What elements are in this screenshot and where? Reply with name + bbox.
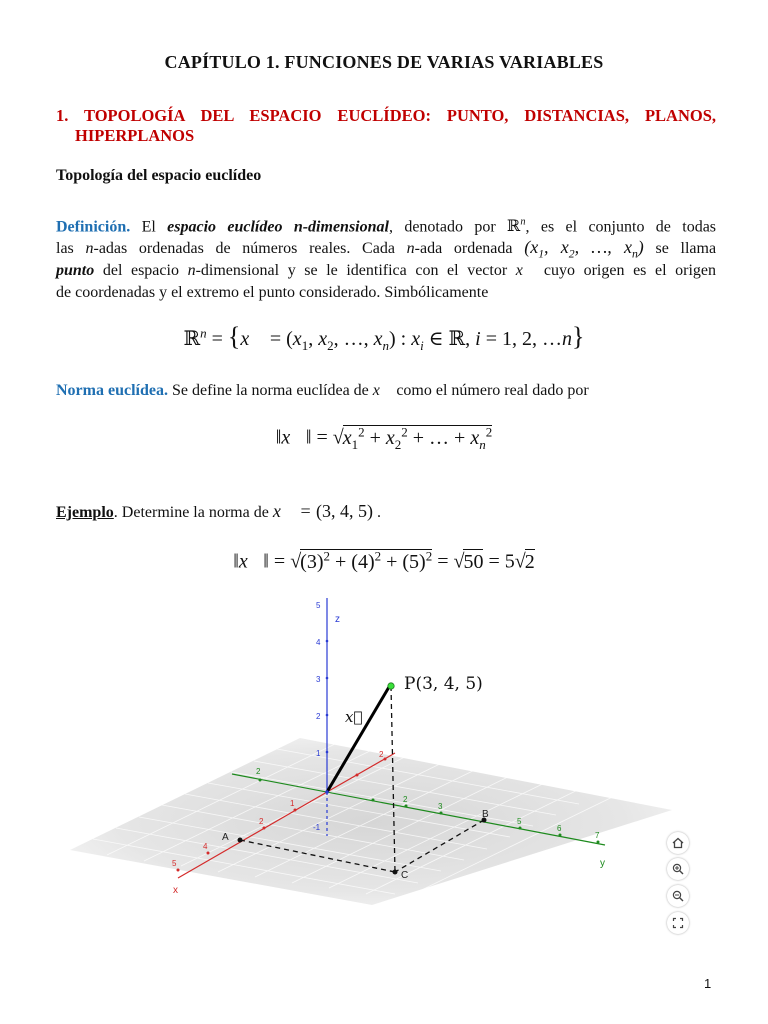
definition-text: -adas ordenadas de números reales. Cada xyxy=(93,240,395,257)
home-icon xyxy=(672,837,684,849)
figure-3d-plot xyxy=(60,590,690,910)
point-p xyxy=(388,683,394,689)
norm-line xyxy=(56,380,716,402)
svg-text:2: 2 xyxy=(403,795,408,804)
section-title xyxy=(56,106,716,126)
definition-text: , denotado por xyxy=(388,218,496,236)
point-b-label: B xyxy=(482,809,489,820)
z-tick-label: 4 xyxy=(316,638,321,647)
subsection-title: Topología del espacio euclídeo xyxy=(56,167,262,184)
example-text: . Determine la norma de xyxy=(113,504,269,521)
definition-text: las xyxy=(56,240,74,257)
point-c xyxy=(393,870,398,875)
point-p-label: P(3, 4, 5) xyxy=(404,674,483,694)
svg-text:5: 5 xyxy=(172,859,177,868)
norm-text: Se define la norma euclídea de xyxy=(171,382,369,399)
z-tick-label: 1 xyxy=(316,749,321,758)
fullscreen-button[interactable] xyxy=(667,912,689,934)
definition-term: espacio euclídeo n-dimensional xyxy=(167,218,389,236)
svg-text:1: 1 xyxy=(290,799,295,808)
z-axis-label: z xyxy=(335,614,340,625)
svg-text:3: 3 xyxy=(438,802,443,811)
zoom-in-button[interactable] xyxy=(667,858,689,880)
definition-text: El xyxy=(141,218,156,236)
definition-line4: de coordenadas y el extremo el punto considerado. Simbólicamente xyxy=(56,284,489,301)
home-button[interactable] xyxy=(667,832,689,854)
definition-label: Definición. xyxy=(56,218,131,236)
z-tick-label: -1 xyxy=(313,823,321,832)
vector-label: x⃗ xyxy=(345,708,363,726)
fullscreen-icon xyxy=(672,917,684,929)
definition-line1 xyxy=(56,212,716,238)
punto-term: punto xyxy=(56,262,95,279)
section-number: 1. xyxy=(56,106,69,125)
example-label: Ejemplo xyxy=(56,504,114,521)
definition-line3: punto del espacio n-dimensional y se le identifica con el vector x⃗ cuyo origen es el origen xyxy=(56,262,717,279)
xy-plane xyxy=(70,738,672,905)
z-tick-label: 3 xyxy=(316,675,321,684)
norm-label: Norma euclídea. xyxy=(56,382,168,399)
rn-set-equation: ℝ$^n$ = {x⃗ = ($x_1$, $x_2$, …, $x_n$) : $x_i$ ∈ ℝ, i = 1, 2, …n} xyxy=(183,322,585,353)
zoom-in-icon xyxy=(672,863,684,875)
x-axis-label: x xyxy=(173,885,178,896)
svg-text:5: 5 xyxy=(517,817,522,826)
norm-text: como el número real dado por xyxy=(396,382,589,399)
example-line: Ejemplo. Determine la norma de x⃗ = (3, 4, 5) . xyxy=(56,501,381,521)
definition-text: del espacio xyxy=(102,262,179,279)
svg-text:7: 7 xyxy=(595,831,600,840)
svg-text:2: 2 xyxy=(259,817,264,826)
definition-text: se llama xyxy=(655,240,717,257)
definition-text: cuyo origen es el origen xyxy=(543,262,717,279)
page-number: 1 xyxy=(704,976,712,991)
rn-symbol: ℝ$^n$ xyxy=(507,217,526,236)
z-tick-label: 2 xyxy=(316,712,321,721)
ordered-tuple: ($x_1$, $x_2$, …, $x_n$) xyxy=(524,237,644,261)
example-vector-value: (3, 4, 5) xyxy=(315,501,373,521)
zoom-out-icon xyxy=(672,890,684,902)
svg-text:2: 2 xyxy=(379,750,384,759)
z-tick-label: 5 xyxy=(316,601,321,610)
norm-formula: ‖x⃗‖ = $√x_1^2 + x_2^2$ + … + $x_n^2$ xyxy=(275,424,493,452)
y-axis-label: y xyxy=(600,858,605,869)
zoom-out-button[interactable] xyxy=(667,885,689,907)
point-c-label: C xyxy=(401,870,409,881)
chapter-title: CAPÍTULO 1. FUNCIONES DE VARIAS VARIABLES xyxy=(164,52,604,72)
point-a xyxy=(238,838,243,843)
definition-text: -ada ordenada xyxy=(414,240,513,257)
definition-text: -dimensional y se le identifica con el vector xyxy=(195,262,508,279)
example-vector: x⃗ = (3, 4, 5) xyxy=(272,501,373,521)
example-result: ‖x⃗‖ = $√(3)^2 + (4)^2 + (5)^2 = √50 = 5√2$ xyxy=(233,548,535,573)
definition-text: , es el conjunto de todas xyxy=(525,218,717,236)
svg-text:2: 2 xyxy=(256,767,261,776)
svg-text:6: 6 xyxy=(557,824,562,833)
definition-line2: las n-adas ordenadas de números reales. Cada n-ada ordenada ($x_1$, $x_2$, …, $x_n$) se llama xyxy=(56,237,717,261)
point-a-label: A xyxy=(222,832,229,843)
vector-x: x⃗ xyxy=(372,382,393,399)
vector-x: x⃗ xyxy=(515,262,536,279)
section-title-line1: TOPOLOGÍA DEL ESPACIO EUCLÍDEO: PUNTO, DISTANCIAS, PLANOS, xyxy=(84,106,716,125)
svg-text:4: 4 xyxy=(203,842,208,851)
section-title-line2: HIPERPLANOS xyxy=(75,126,195,145)
